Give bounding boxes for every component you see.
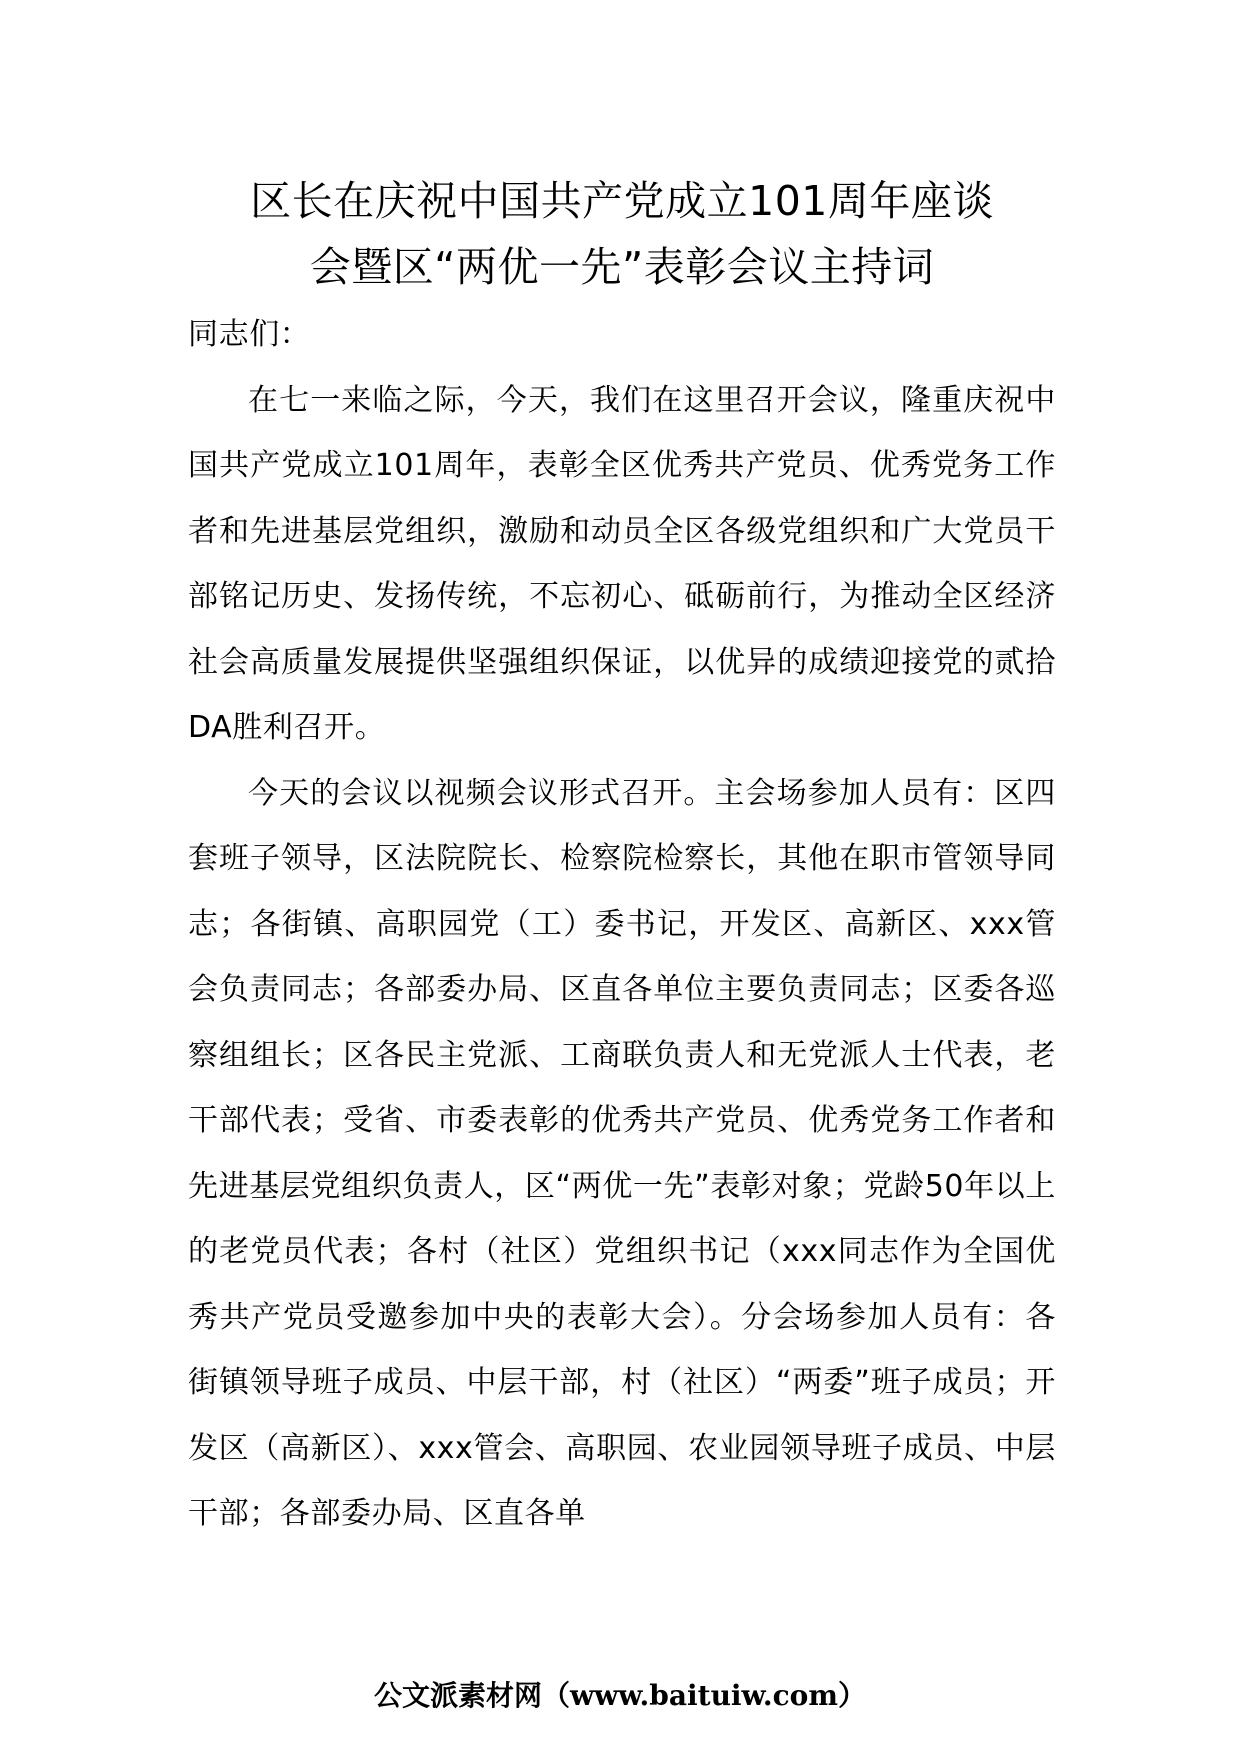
salutation: 同志们： <box>188 317 311 352</box>
watermark-footer: 公文派素材网（www.baituiw.com） <box>374 1679 866 1712</box>
document-body <box>188 168 1056 1547</box>
title-line-1: 区长在庆祝中国共产党成立101周年座谈 <box>250 177 994 225</box>
paragraph-opening: 在七一来临之际，今天，我们在这里召开会议，隆重庆祝中国共产党成立101周年，表彰全区优秀共产党员、优秀党务工作者和先进基层党组织，激励和动员全区各级党组织和广大党员干部铭记历史、发扬传统，不忘初心、砥砺前行，为推动全区经济社会高质量发展提供坚强组织保证，以优异的成绩迎接党的贰拾DA胜利召开。 <box>188 382 1056 745</box>
document-title <box>188 168 1056 300</box>
title-line-2: 会暨区“两优一先”表彰会议主持词 <box>309 243 935 291</box>
paragraph-attendees: 今天的会议以视频会议形式召开。主会场参加人员有：区四套班子领导，区法院院长、检察院检察长，其他在职市管领导同志；各街镇、高职园党（工）委书记，开发区、高新区、xxx管会负责同志；各部委办局、区直各单位主要负责同志；区委各巡察组组长；区各民主党派、工商联负责人和无党派人士代表，老干部代表；受省、市委表彰的优秀共产党员、优秀党务工作者和先进基层党组织负责人，区“两优一先”表彰对象；党龄50年以上的老党员代表；各村（社区）党组织书记（xxx同志作为全国优秀共产党员受邀参加中央的表彰大会）。分会场参加人员有：各街镇领导班子成员、中层干部，村（社区）“两委”班子成员；开发区（高新区）、xxx管会、高职园、农业园领导班子成员、中层干部；各部委办局、区直各单 <box>188 775 1056 1531</box>
